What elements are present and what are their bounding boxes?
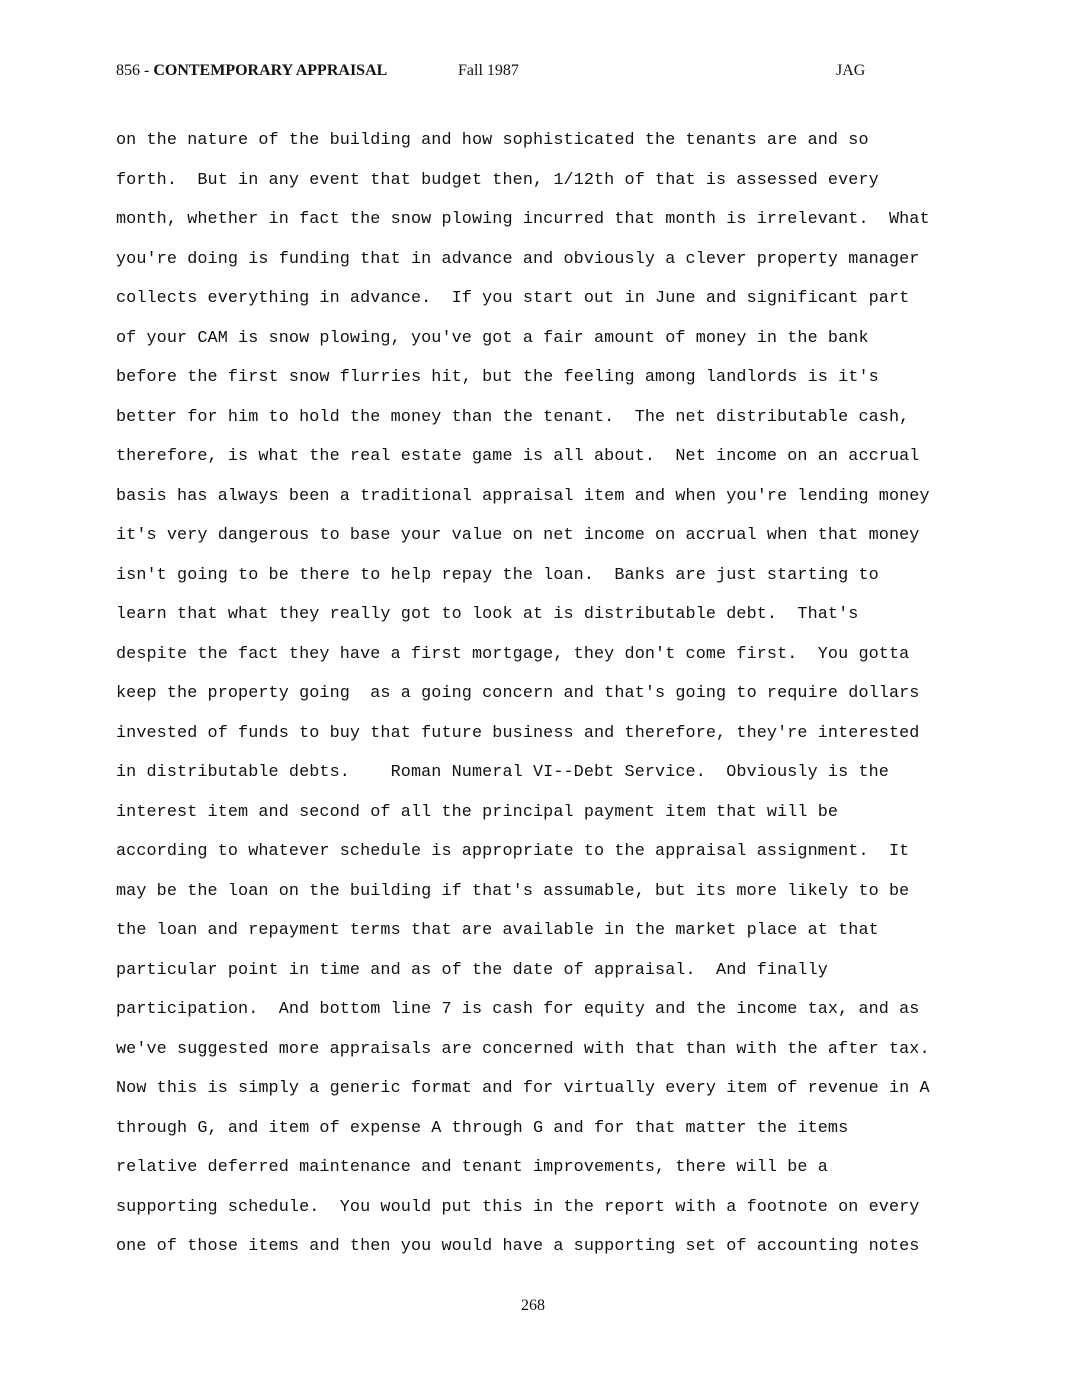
page-number: 268 — [521, 1297, 545, 1314]
text-line: according to whatever schedule is appropriate to the appraisal assignment. It — [116, 842, 910, 861]
term-label: Fall 1987 — [458, 62, 519, 79]
text-line: in distributable debts. Roman Numeral VI--Debt Service. Obviously is the — [116, 763, 889, 782]
text-line: Now this is simply a generic format and for virtually every item of revenue in A — [116, 1079, 930, 1098]
text-line: it's very dangerous to base your value on net income on accrual when that money — [116, 526, 920, 545]
text-line: relative deferred maintenance and tenant improvements, there will be a — [116, 1158, 828, 1177]
text-line: therefore, is what the real estate game is all about. Net income on an accrual — [116, 447, 920, 466]
text-line: we've suggested more appraisals are concerned with that than with the after tax. — [116, 1039, 930, 1059]
text-line: basis has always been a traditional appraisal item and when you're lending money — [116, 486, 930, 506]
text-line: of your CAM is snow plowing, you've got a fair amount of money in the bank — [116, 328, 869, 348]
text-line: learn that what they really got to look at is distributable debt. That's — [116, 605, 859, 624]
text-line: despite the fact they have a first mortgage, they don't come first. You gotta — [116, 644, 910, 664]
course-title: CONTEMPORARY APPRAISAL — [153, 62, 388, 79]
text-line: you're doing is funding that in advance and obviously a clever property manager — [116, 249, 920, 269]
text-line: collects everything in advance. If you start out in June and significant part — [116, 289, 910, 308]
text-line: particular point in time and as of the date of appraisal. And finally — [116, 960, 828, 980]
author-initials: JAG — [836, 62, 866, 79]
text-line: forth. But in any event that budget then, 1/12th of that is assessed every — [116, 170, 879, 190]
text-line: invested of funds to buy that future business and therefore, they're interested — [116, 723, 920, 743]
text-line: before the first snow flurries hit, but the feeling among landlords is it's — [116, 368, 879, 387]
text-line: better for him to hold the money than the tenant. The net distributable cash, — [116, 407, 910, 427]
text-line: month, whether in fact the snow plowing incurred that month is irrelevant. What — [116, 210, 930, 229]
text-line: on the nature of the building and how sophisticated the tenants are and so — [116, 131, 869, 150]
text-line: keep the property going as a going concern and that's going to require dollars — [116, 684, 920, 703]
course-number: 856 - — [116, 62, 154, 79]
course-label — [116, 62, 387, 80]
text-line: may be the loan on the building if that's assumable, but its more likely to be — [116, 881, 910, 901]
page-header — [116, 62, 876, 84]
text-line: isn't going to be there to help repay the loan. Banks are just starting to — [116, 565, 879, 585]
text-line: participation. And bottom line 7 is cash for equity and the income tax, and as — [116, 1000, 920, 1019]
text-line: one of those items and then you would have a supporting set of accounting notes — [116, 1237, 920, 1256]
transcript-body — [116, 121, 956, 1267]
text-line: through G, and item of expense A through G and for that matter the items — [116, 1118, 849, 1138]
text-line: the loan and repayment terms that are available in the market place at that — [116, 921, 879, 940]
text-line: supporting schedule. You would put this in the report with a footnote on every — [116, 1197, 920, 1217]
text-line: interest item and second of all the principal payment item that will be — [116, 802, 839, 822]
